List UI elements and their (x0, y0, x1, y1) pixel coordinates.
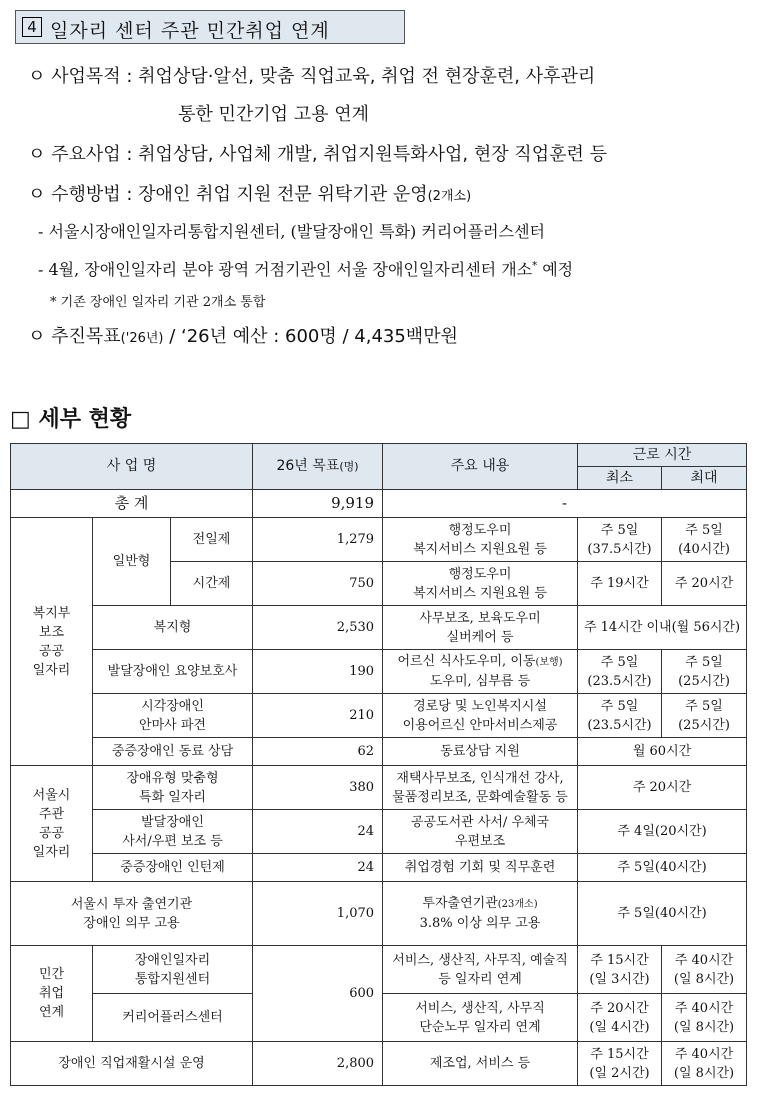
row-name: 중증장애인 인턴제 (93, 854, 253, 882)
row-hours: 월 60시간 (578, 738, 747, 766)
bullet-goal (28, 322, 458, 348)
row-content: 취업경험 기회 및 직무훈련 (383, 854, 578, 882)
group-welfare: 복지부 보조 공공 일자리 (11, 518, 93, 766)
row-target: 1,070 (253, 882, 383, 946)
row-min: 주 5일 (37.5시간) (578, 518, 662, 562)
row-content: 동료상담 지원 (383, 738, 578, 766)
row-target: 1,279 (253, 518, 383, 562)
row-min: 주 20시간 (일 4시간) (578, 994, 662, 1042)
table-row (11, 854, 747, 882)
row-max: 주 40시간 (일 8시간) (662, 1042, 747, 1086)
detail-section-title: □ 세부 현황 (10, 407, 132, 432)
header-hours: 근로 시간 (578, 444, 747, 467)
section-header (15, 10, 405, 44)
row-min: 주 5일 (23.5시간) (578, 694, 662, 738)
row-hours: 주 5일(40시간) (578, 854, 747, 882)
section-header-title: 일자리 센터 주관 민간취업 연계 (50, 20, 330, 42)
row-name: 시간제 (171, 562, 253, 606)
sub-item-opening (38, 257, 573, 280)
row-target: 2,530 (253, 606, 383, 650)
table-row (11, 518, 747, 562)
row-content: 행정도우미 복지서비스 지원요원 등 (383, 518, 578, 562)
row-content: 재택사무보조, 인식개선 강사, 물품정리보조, 문화예술활동 등 (383, 766, 578, 810)
row-name: 복지형 (93, 606, 253, 650)
row-max: 주 40시간 (일 8시간) (662, 994, 747, 1042)
row-min: 주 5일 (23.5시간) (578, 650, 662, 694)
row-target: 190 (253, 650, 383, 694)
row-content: 서비스, 생산직, 사무직 단순노무 일자리 연계 (383, 994, 578, 1042)
row-max: 주 40시간 (일 8시간) (662, 946, 747, 994)
row-target: 750 (253, 562, 383, 606)
bullet-goal-budget: / ‘26년 예산 : 600명 / 4,435백만원 (163, 326, 458, 347)
row-content: 제조업, 서비스 등 (383, 1042, 578, 1086)
table-row (11, 650, 747, 694)
table-row (11, 738, 747, 766)
table-row (11, 1042, 747, 1086)
total-label: 총 계 (11, 490, 253, 518)
row-name: 시각장애인 안마사 파견 (93, 694, 253, 738)
table-row (11, 946, 747, 994)
bullet-purpose-line2: 통한 민간기업 고용 연계 (178, 104, 370, 125)
row-name: 발달장애인 사서/우편 보조 등 (93, 810, 253, 854)
bullet-method (28, 180, 471, 206)
table-row (11, 606, 747, 650)
sub-item-opening-end: 예정 (537, 260, 574, 279)
sub-item-opening-text: - 4월, 장애인일자리 분야 광역 거점기관인 서울 장애인일자리센터 개소 (38, 260, 533, 279)
row-max: 주 5일 (40시간) (662, 518, 747, 562)
table-row (11, 766, 747, 810)
footnote-marker: * (532, 260, 538, 272)
row-min: 주 19시간 (578, 562, 662, 606)
bullet-goal-label: ㅇ 추진목표 (28, 326, 121, 347)
row-max: 주 20시간 (662, 562, 747, 606)
row-hours: 주 4일(20시간) (578, 810, 747, 854)
bullet-method-count: (2개소) (427, 189, 472, 204)
header-max: 최대 (662, 467, 747, 490)
total-target: 9,919 (253, 490, 383, 518)
row-min: 주 15시간 (일 3시간) (578, 946, 662, 994)
table-row (11, 694, 747, 738)
row-name: 전일제 (171, 518, 253, 562)
row-content: 투자출연기관(23개소) 3.8% 이상 의무 고용 (383, 882, 578, 946)
row-content: 경로당 및 노인복지시설 이용어르신 안마서비스제공 (383, 694, 578, 738)
row-hours: 주 14시간 이내(월 56시간) (578, 606, 747, 650)
row-max: 주 5일 (25시간) (662, 694, 747, 738)
general-type: 일반형 (93, 518, 171, 606)
row-target: 24 (253, 854, 383, 882)
row-content: 행정도우미 복지서비스 지원요원 등 (383, 562, 578, 606)
sub-item-centers: - 서울시장애인일자리통합지원센터, (발달장애인 특화) 커리어플러스센터 (38, 222, 546, 241)
bullet-purpose-line1: ㅇ 사업목적 : 취업상담·알선, 맞춤 직업교육, 취업 전 현장훈련, 사후관리 (28, 66, 596, 87)
table-row (11, 810, 747, 854)
total-content: - (383, 490, 747, 518)
row-content: 어르신 식사도우미, 이동(보행) 도우미, 심부름 등 (383, 650, 578, 694)
row-name: 서울시 투자 출연기관 장애인 의무 고용 (11, 882, 253, 946)
header-content: 주요 내용 (383, 444, 578, 490)
row-content: 공공도서관 사서/ 우체국 우편보조 (383, 810, 578, 854)
row-content: 사무보조, 보육도우미 실버케어 등 (383, 606, 578, 650)
row-target: 2,800 (253, 1042, 383, 1086)
row-hours: 주 20시간 (578, 766, 747, 810)
row-name: 중증장애인 동료 상담 (93, 738, 253, 766)
bullet-goal-year: ('26년) (120, 331, 164, 346)
header-business-name: 사 업 명 (11, 444, 253, 490)
row-max: 주 5일 (25시간) (662, 650, 747, 694)
row-target: 600 (253, 946, 383, 1042)
header-min: 최소 (578, 467, 662, 490)
group-private: 민간 취업 연계 (11, 946, 93, 1042)
detail-table (10, 443, 747, 1086)
row-name: 장애인 직업재활시설 운영 (11, 1042, 253, 1086)
group-seoul: 서울시 주관 공공 일자리 (11, 766, 93, 882)
bullet-main-business: ㅇ 주요사업 : 취업상담, 사업체 개발, 취업지원특화사업, 현장 직업훈련 등 (28, 144, 607, 165)
row-name: 장애유형 맞춤형 특화 일자리 (93, 766, 253, 810)
table-row-total (11, 490, 747, 518)
row-target: 380 (253, 766, 383, 810)
row-hours: 주 5일(40시간) (578, 882, 747, 946)
section-number: 4 (22, 17, 42, 37)
bullet-method-text: ㅇ 수행방법 : 장애인 취업 지원 전문 위탁기관 운영 (28, 184, 428, 205)
row-name: 장애인일자리 통합지원센터 (93, 946, 253, 994)
row-name: 발달장애인 요양보호사 (93, 650, 253, 694)
row-target: 62 (253, 738, 383, 766)
table-row (11, 882, 747, 946)
row-target: 24 (253, 810, 383, 854)
row-name: 커리어플러스센터 (93, 994, 253, 1042)
row-target: 210 (253, 694, 383, 738)
footnote: * 기존 장애인 일자리 기관 2개소 통합 (50, 295, 266, 310)
row-content: 서비스, 생산직, 사무직, 예술직 등 일자리 연계 (383, 946, 578, 994)
row-min: 주 15시간 (일 2시간) (578, 1042, 662, 1086)
header-target: 26년 목표(명) (253, 444, 383, 490)
